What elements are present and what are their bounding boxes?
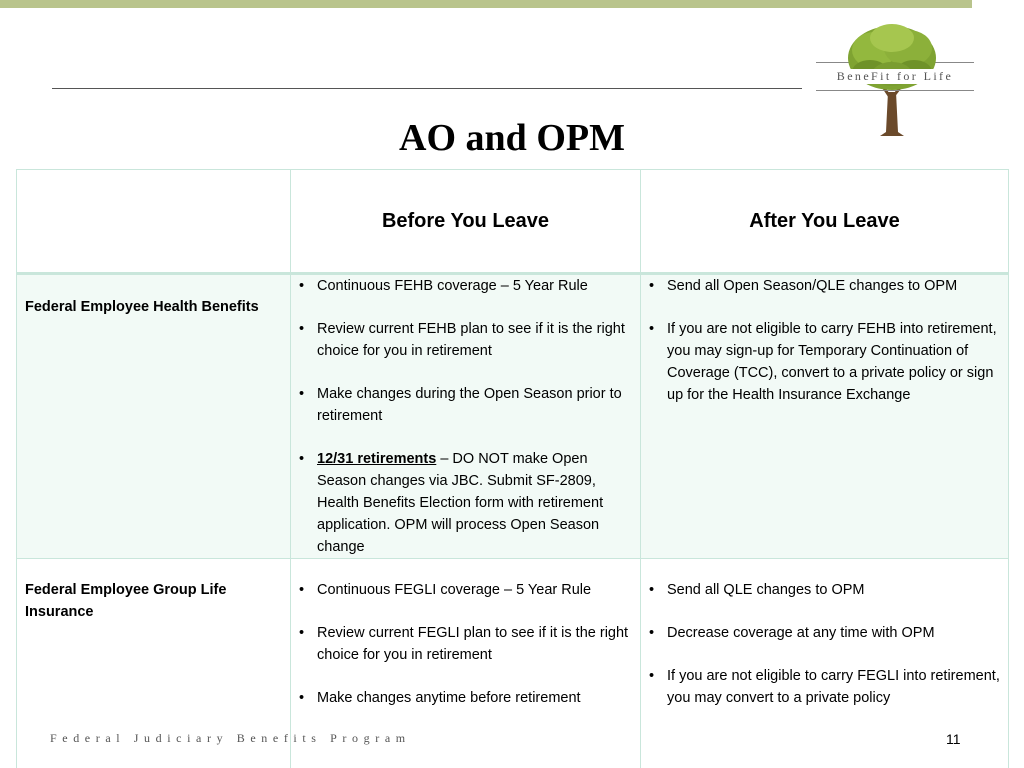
list-item: • Send all Open Season/QLE changes to OPM <box>649 278 958 294</box>
top-accent-bar <box>0 0 972 8</box>
list-item: • Review current FEHB plan to see if it is the right choice for you in retirement <box>299 321 625 359</box>
list-item: • If you are not eligible to carry FEHB into retirement, you may sign-up for Temporary Continuation of Coverage (TCC), convert to a private policy or sign up for the Health Insurance Exchange <box>649 321 997 403</box>
header-divider <box>52 88 802 89</box>
header-after-you-leave: After You Leave <box>641 170 1009 274</box>
list-item: • Send all QLE changes to OPM <box>649 582 865 598</box>
logo-rule-bottom <box>816 90 974 91</box>
list-item: • Make changes during the Open Season prior to retirement <box>299 386 622 424</box>
list-item: • 12/31 retirements – DO NOT make Open Season changes via JBC. Submit SF-2809, Health Benefits Election form with retirement application. OPM will process Open Season change <box>299 451 604 555</box>
list-item: • Decrease coverage at any time with OPM <box>649 625 935 641</box>
list-item: • Review current FEGLI plan to see if it is the right choice for you in retirement <box>299 625 629 663</box>
header-cell-empty <box>17 170 291 274</box>
benefits-table <box>16 169 1009 768</box>
row-label-fegli: Federal Employee Group Life Insurance <box>17 559 291 768</box>
fehb-after-cell <box>641 274 1009 559</box>
header-before-you-leave: Before You Leave <box>291 170 641 274</box>
list-item: • Make changes anytime before retirement <box>299 690 581 706</box>
footer-program-name: Federal Judiciary Benefits Program <box>50 731 411 745</box>
list-item: • Continuous FEGLI coverage – 5 Year Rule <box>299 582 592 598</box>
page-number: 11 <box>946 731 961 747</box>
list-item: • If you are not eligible to carry FEGLI into retirement, you may convert to a private policy <box>649 668 1000 706</box>
row-label-fehb: Federal Employee Health Benefits <box>17 274 291 559</box>
table-row-fehb <box>17 274 1009 559</box>
logo-text: BeneFit for Life <box>820 69 970 84</box>
fehb-before-cell <box>291 274 641 559</box>
table-header-row <box>17 170 1009 274</box>
list-item: • Continuous FEHB coverage – 5 Year Rule <box>299 278 588 294</box>
slide-title: AO and OPM <box>399 117 625 159</box>
